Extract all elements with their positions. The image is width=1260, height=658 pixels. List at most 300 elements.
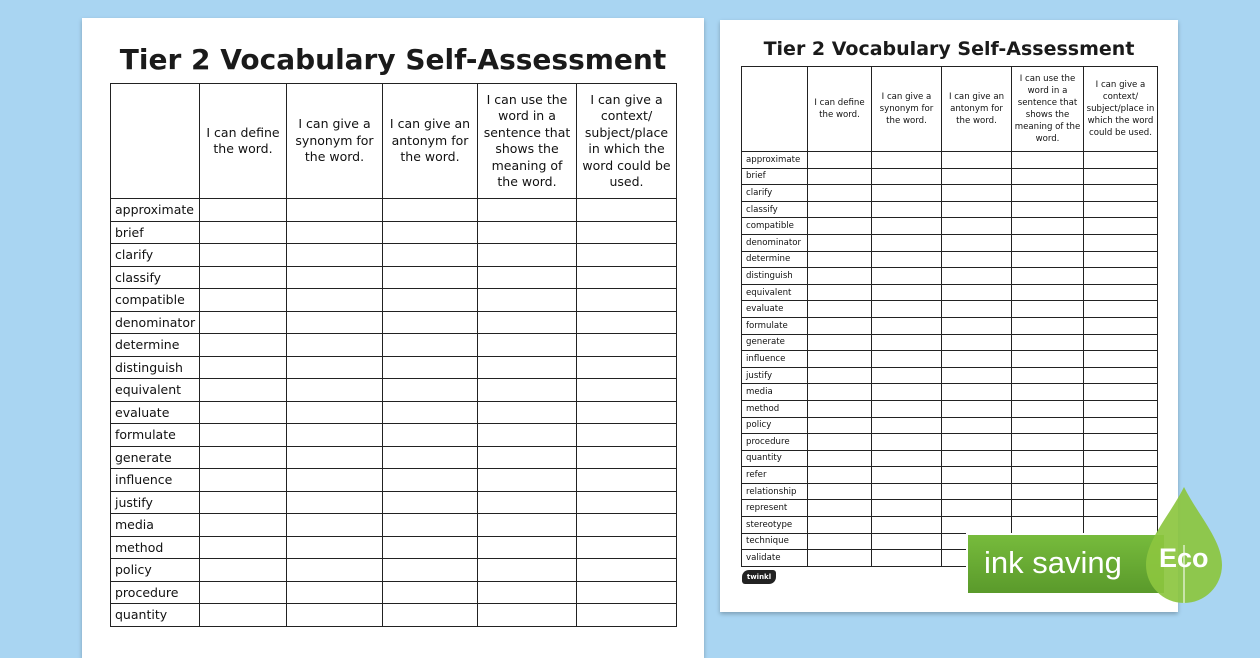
check-cell	[383, 356, 478, 379]
check-cell	[478, 289, 577, 312]
check-cell	[383, 581, 478, 604]
check-cell	[872, 400, 942, 417]
check-cell	[808, 152, 872, 169]
table-row	[111, 469, 677, 492]
check-cell	[287, 401, 383, 424]
check-cell	[872, 450, 942, 467]
check-cell	[942, 417, 1012, 434]
check-cell	[808, 450, 872, 467]
check-cell	[1012, 417, 1084, 434]
check-cell	[808, 251, 872, 268]
check-cell	[872, 384, 942, 401]
table-row	[111, 491, 677, 514]
table-row	[742, 467, 1158, 484]
check-cell	[1012, 367, 1084, 384]
twinkl-logo: twinkl	[742, 570, 776, 584]
check-cell	[1012, 434, 1084, 451]
table-row	[111, 221, 677, 244]
vocabulary-word: evaluate	[111, 401, 200, 424]
check-cell	[942, 351, 1012, 368]
vocabulary-word: evaluate	[742, 301, 808, 318]
vocabulary-word: distinguish	[111, 356, 200, 379]
check-cell	[942, 483, 1012, 500]
check-cell	[383, 221, 478, 244]
check-cell	[200, 266, 287, 289]
check-cell	[200, 244, 287, 267]
check-cell	[478, 581, 577, 604]
column-header: I can give an antonym for the word.	[383, 84, 478, 199]
check-cell	[1084, 367, 1158, 384]
check-cell	[1084, 434, 1158, 451]
check-cell	[872, 417, 942, 434]
check-cell	[942, 234, 1012, 251]
check-cell	[942, 168, 1012, 185]
table-row	[111, 266, 677, 289]
check-cell	[1084, 384, 1158, 401]
check-cell	[577, 514, 677, 537]
vocabulary-word: brief	[742, 168, 808, 185]
check-cell	[287, 199, 383, 222]
check-cell	[200, 536, 287, 559]
vocabulary-word: determine	[742, 251, 808, 268]
table-row	[742, 434, 1158, 451]
check-cell	[478, 334, 577, 357]
check-cell	[808, 550, 872, 567]
assessment-table	[110, 83, 677, 627]
check-cell	[1084, 152, 1158, 169]
vocabulary-word: approximate	[111, 199, 200, 222]
check-cell	[383, 469, 478, 492]
check-cell	[1084, 185, 1158, 202]
table-row	[742, 301, 1158, 318]
check-cell	[872, 351, 942, 368]
check-cell	[1084, 351, 1158, 368]
table-row	[111, 199, 677, 222]
column-header: I can define the word.	[200, 84, 287, 199]
check-cell	[577, 334, 677, 357]
vocabulary-word: compatible	[742, 218, 808, 235]
check-cell	[1012, 218, 1084, 235]
table-row	[111, 581, 677, 604]
column-header: I can give a synonym for the word.	[872, 67, 942, 152]
table-row	[742, 483, 1158, 500]
vocabulary-word: brief	[111, 221, 200, 244]
check-cell	[808, 218, 872, 235]
table-row	[111, 311, 677, 334]
check-cell	[808, 384, 872, 401]
check-cell	[200, 491, 287, 514]
vocabulary-word: stereotype	[742, 517, 808, 534]
vocabulary-word: influence	[111, 469, 200, 492]
check-cell	[577, 424, 677, 447]
column-header: I can use the word in a sentence that shows the meaning of the word.	[478, 84, 577, 199]
table-row	[111, 244, 677, 267]
check-cell	[942, 400, 1012, 417]
check-cell	[1012, 301, 1084, 318]
check-cell	[942, 517, 1012, 534]
check-cell	[942, 185, 1012, 202]
check-cell	[200, 289, 287, 312]
check-cell	[942, 218, 1012, 235]
check-cell	[383, 334, 478, 357]
column-header: I can define the word.	[808, 67, 872, 152]
check-cell	[872, 218, 942, 235]
check-cell	[942, 251, 1012, 268]
column-header: I can give an antonym for the word.	[942, 67, 1012, 152]
check-cell	[287, 311, 383, 334]
header-blank-cell	[111, 84, 200, 199]
check-cell	[808, 500, 872, 517]
check-cell	[872, 434, 942, 451]
check-cell	[872, 467, 942, 484]
check-cell	[478, 356, 577, 379]
check-cell	[287, 581, 383, 604]
check-cell	[577, 559, 677, 582]
check-cell	[1012, 517, 1084, 534]
vocabulary-word: quantity	[111, 604, 200, 627]
check-cell	[577, 244, 677, 267]
check-cell	[1012, 500, 1084, 517]
table-row	[742, 351, 1158, 368]
vocabulary-word: validate	[742, 550, 808, 567]
check-cell	[478, 401, 577, 424]
check-cell	[1012, 400, 1084, 417]
check-cell	[872, 533, 942, 550]
check-cell	[287, 446, 383, 469]
check-cell	[287, 379, 383, 402]
assessment-table-compact	[741, 66, 1158, 567]
check-cell	[942, 334, 1012, 351]
table-row	[742, 168, 1158, 185]
check-cell	[1084, 467, 1158, 484]
check-cell	[1084, 334, 1158, 351]
check-cell	[808, 517, 872, 534]
check-cell	[577, 469, 677, 492]
vocabulary-word: denominator	[742, 234, 808, 251]
check-cell	[1012, 234, 1084, 251]
table-row	[111, 289, 677, 312]
check-cell	[287, 604, 383, 627]
check-cell	[942, 384, 1012, 401]
check-cell	[1084, 450, 1158, 467]
check-cell	[1012, 168, 1084, 185]
vocabulary-word: method	[742, 400, 808, 417]
check-cell	[577, 289, 677, 312]
table-row	[111, 536, 677, 559]
vocabulary-word: policy	[742, 417, 808, 434]
vocabulary-word: equivalent	[111, 379, 200, 402]
vocabulary-word: relationship	[742, 483, 808, 500]
check-cell	[383, 446, 478, 469]
check-cell	[1012, 201, 1084, 218]
check-cell	[200, 356, 287, 379]
table-row	[111, 559, 677, 582]
ink-saving-label: ink saving	[984, 545, 1122, 580]
column-header: I can give a synonym for the word.	[287, 84, 383, 199]
check-cell	[1012, 483, 1084, 500]
check-cell	[478, 514, 577, 537]
check-cell	[478, 311, 577, 334]
vocabulary-word: distinguish	[742, 268, 808, 285]
check-cell	[872, 251, 942, 268]
check-cell	[942, 367, 1012, 384]
vocabulary-word: generate	[742, 334, 808, 351]
check-cell	[808, 351, 872, 368]
check-cell	[872, 517, 942, 534]
check-cell	[808, 400, 872, 417]
check-cell	[200, 469, 287, 492]
check-cell	[478, 221, 577, 244]
check-cell	[200, 334, 287, 357]
check-cell	[808, 467, 872, 484]
vocabulary-word: represent	[742, 500, 808, 517]
table-row	[111, 356, 677, 379]
check-cell	[383, 401, 478, 424]
check-cell	[942, 201, 1012, 218]
check-cell	[577, 491, 677, 514]
check-cell	[383, 244, 478, 267]
check-cell	[872, 317, 942, 334]
check-cell	[1084, 218, 1158, 235]
check-cell	[478, 446, 577, 469]
check-cell	[287, 221, 383, 244]
check-cell	[577, 356, 677, 379]
check-cell	[577, 401, 677, 424]
check-cell	[808, 334, 872, 351]
vocabulary-word: classify	[742, 201, 808, 218]
table-row	[111, 401, 677, 424]
check-cell	[200, 604, 287, 627]
check-cell	[577, 221, 677, 244]
table-row	[111, 514, 677, 537]
check-cell	[383, 559, 478, 582]
check-cell	[942, 301, 1012, 318]
check-cell	[383, 289, 478, 312]
column-header: I can give a context/ subject/place in which the word could be used.	[1084, 67, 1158, 152]
check-cell	[577, 604, 677, 627]
check-cell	[478, 424, 577, 447]
check-cell	[478, 469, 577, 492]
check-cell	[287, 559, 383, 582]
check-cell	[1084, 234, 1158, 251]
check-cell	[200, 581, 287, 604]
check-cell	[383, 266, 478, 289]
check-cell	[200, 221, 287, 244]
check-cell	[872, 367, 942, 384]
check-cell	[1012, 185, 1084, 202]
check-cell	[808, 268, 872, 285]
table-row	[111, 604, 677, 627]
check-cell	[478, 491, 577, 514]
table-row	[111, 446, 677, 469]
vocabulary-word: justify	[111, 491, 200, 514]
check-cell	[808, 168, 872, 185]
check-cell	[808, 317, 872, 334]
check-cell	[1012, 251, 1084, 268]
table-header-row	[742, 67, 1158, 152]
check-cell	[200, 401, 287, 424]
check-cell	[942, 500, 1012, 517]
check-cell	[478, 379, 577, 402]
check-cell	[577, 446, 677, 469]
check-cell	[808, 533, 872, 550]
check-cell	[1012, 268, 1084, 285]
check-cell	[478, 559, 577, 582]
check-cell	[478, 199, 577, 222]
check-cell	[287, 266, 383, 289]
check-cell	[287, 491, 383, 514]
check-cell	[383, 311, 478, 334]
check-cell	[577, 266, 677, 289]
check-cell	[872, 268, 942, 285]
check-cell	[942, 434, 1012, 451]
check-cell	[808, 367, 872, 384]
check-cell	[287, 334, 383, 357]
check-cell	[872, 500, 942, 517]
table-row	[742, 417, 1158, 434]
table-header-row	[111, 84, 677, 199]
check-cell	[872, 334, 942, 351]
check-cell	[287, 289, 383, 312]
table-row	[742, 152, 1158, 169]
check-cell	[808, 483, 872, 500]
check-cell	[1012, 334, 1084, 351]
check-cell	[1084, 417, 1158, 434]
check-cell	[942, 268, 1012, 285]
check-cell	[478, 536, 577, 559]
check-cell	[1084, 400, 1158, 417]
check-cell	[1012, 467, 1084, 484]
vocabulary-word: compatible	[111, 289, 200, 312]
check-cell	[1012, 351, 1084, 368]
table-row	[742, 384, 1158, 401]
ink-saving-badge	[966, 533, 1166, 595]
vocabulary-word: denominator	[111, 311, 200, 334]
check-cell	[287, 469, 383, 492]
check-cell	[200, 199, 287, 222]
vocabulary-word: classify	[111, 266, 200, 289]
table-row	[742, 284, 1158, 301]
check-cell	[1012, 284, 1084, 301]
table-row	[742, 450, 1158, 467]
vocabulary-word: media	[742, 384, 808, 401]
vocabulary-word: quantity	[742, 450, 808, 467]
check-cell	[1012, 384, 1084, 401]
check-cell	[872, 483, 942, 500]
check-cell	[1084, 168, 1158, 185]
check-cell	[808, 234, 872, 251]
vocabulary-word: justify	[742, 367, 808, 384]
check-cell	[942, 284, 1012, 301]
check-cell	[808, 301, 872, 318]
vocabulary-word: policy	[111, 559, 200, 582]
check-cell	[200, 424, 287, 447]
check-cell	[808, 417, 872, 434]
check-cell	[1084, 251, 1158, 268]
check-cell	[200, 559, 287, 582]
table-row	[742, 367, 1158, 384]
check-cell	[200, 514, 287, 537]
check-cell	[383, 604, 478, 627]
worksheet-preview-compact	[720, 20, 1178, 612]
check-cell	[200, 446, 287, 469]
check-cell	[872, 301, 942, 318]
check-cell	[287, 424, 383, 447]
vocabulary-word: formulate	[111, 424, 200, 447]
header-blank-cell	[742, 67, 808, 152]
check-cell	[383, 514, 478, 537]
check-cell	[1012, 317, 1084, 334]
check-cell	[808, 284, 872, 301]
vocabulary-word: influence	[742, 351, 808, 368]
vocabulary-word: approximate	[742, 152, 808, 169]
table-row	[742, 251, 1158, 268]
worksheet-title: Tier 2 Vocabulary Self-Assessment	[119, 43, 667, 76]
check-cell	[872, 185, 942, 202]
check-cell	[478, 604, 577, 627]
check-cell	[872, 168, 942, 185]
check-cell	[200, 379, 287, 402]
table-row	[742, 400, 1158, 417]
check-cell	[478, 244, 577, 267]
check-cell	[1084, 284, 1158, 301]
vocabulary-word: technique	[742, 533, 808, 550]
check-cell	[808, 185, 872, 202]
check-cell	[942, 450, 1012, 467]
table-row	[742, 234, 1158, 251]
vocabulary-word: procedure	[111, 581, 200, 604]
check-cell	[1012, 450, 1084, 467]
table-row	[742, 185, 1158, 202]
eco-label: Eco	[1159, 543, 1209, 573]
check-cell	[872, 201, 942, 218]
check-cell	[1084, 268, 1158, 285]
check-cell	[383, 491, 478, 514]
table-row	[742, 517, 1158, 534]
vocabulary-word: formulate	[742, 317, 808, 334]
table-row	[742, 317, 1158, 334]
table-row	[111, 424, 677, 447]
vocabulary-word: refer	[742, 467, 808, 484]
check-cell	[808, 201, 872, 218]
table-row	[742, 334, 1158, 351]
check-cell	[808, 434, 872, 451]
check-cell	[872, 234, 942, 251]
vocabulary-word: media	[111, 514, 200, 537]
check-cell	[577, 379, 677, 402]
check-cell	[872, 550, 942, 567]
check-cell	[287, 356, 383, 379]
vocabulary-word: generate	[111, 446, 200, 469]
vocabulary-word: equivalent	[742, 284, 808, 301]
check-cell	[1084, 317, 1158, 334]
check-cell	[287, 536, 383, 559]
worksheet-title-compact: Tier 2 Vocabulary Self-Assessment	[763, 38, 1135, 60]
check-cell	[478, 266, 577, 289]
worksheet-preview-full	[82, 18, 704, 658]
table-row	[742, 500, 1158, 517]
column-header: I can use the word in a sentence that shows the meaning of the word.	[1012, 67, 1084, 152]
vocabulary-word: determine	[111, 334, 200, 357]
check-cell	[383, 379, 478, 402]
vocabulary-word: clarify	[742, 185, 808, 202]
table-row	[742, 201, 1158, 218]
check-cell	[872, 284, 942, 301]
check-cell	[287, 244, 383, 267]
check-cell	[1012, 152, 1084, 169]
check-cell	[872, 152, 942, 169]
check-cell	[1084, 301, 1158, 318]
